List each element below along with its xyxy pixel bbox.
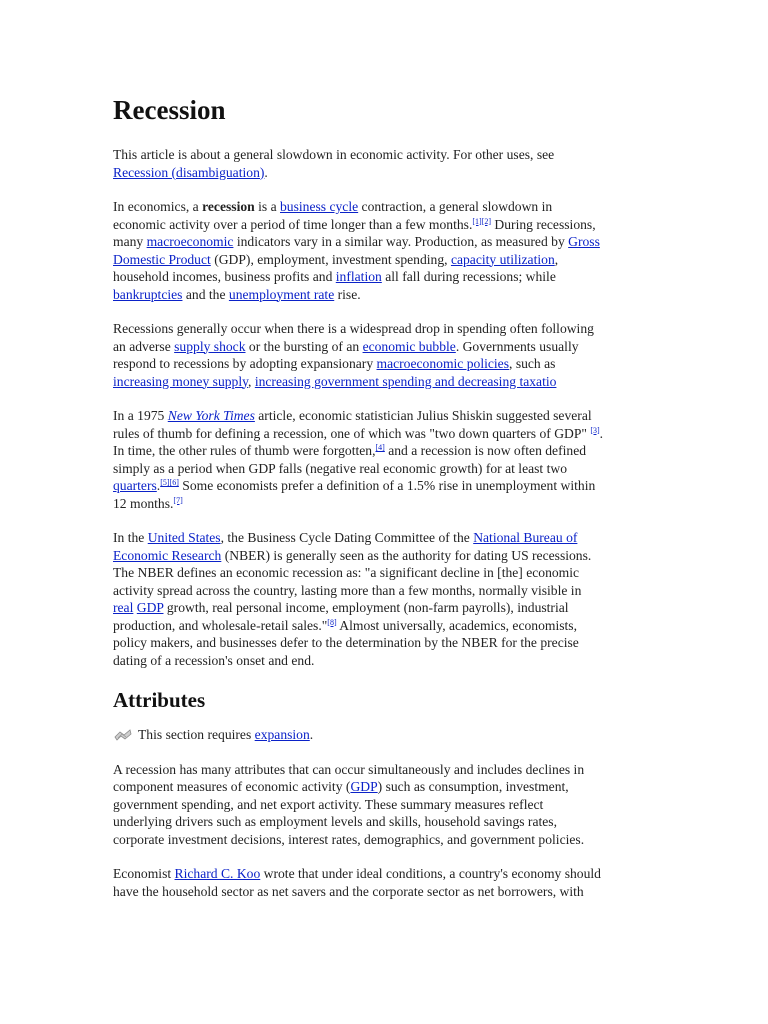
- paragraph-attributes: A recession has many attributes that can occur simultaneously and includes declines in component measures of economic activity (GDP) such as consumption, investment, government spending, and net export activity. These summary measures reflect underlying drivers such as employment levels and skills, household savings rates, corporate investment decisions, interest rates, demographics, and government policies.: [113, 761, 585, 847]
- paragraph-koo: Economist Richard C. Koo wrote that under ideal conditions, a country's economy should have the household sector as net savers and the corporate sector as net borrowers, with: [113, 866, 601, 899]
- link-inflation[interactable]: inflation: [335, 269, 382, 284]
- ref-4[interactable]: [4]: [375, 443, 385, 452]
- link-nber-2[interactable]: Economic Research: [113, 547, 222, 563]
- page-title: Recession: [113, 95, 226, 125]
- paragraph-definition: In economics, a recession is a business cycle contraction, a general slowdown in economic activity over a period of time longer than a few months.[1][2] During recessions, many macroeconomic indicators vary in a similar way. Production, as measured by Gross Domestic Product (GDP), employment, investment spending, capacity utilization, household incomes, business profits and inflation all fall during recessions; while bankruptcies and the unemployment rate rise.: [113, 199, 600, 302]
- paragraph-history: In a 1975 New York Times article, economic statistician Julius Shiskin suggested several rules of thumb for defining a recession, one of which was "two down quarters of GDP" [3]. In time, the other rules of thumb were forgotten,[4] and a recession is now often defined simply as a period when GDP falls (negative real economic growth) for at least two quarters.[5][6] Some economists prefer a definition of a 1.5% rise in unemployment within 12 months.[7]: [113, 408, 604, 511]
- link-economic-bubble[interactable]: economic bubble: [362, 338, 456, 354]
- section-heading-attributes: Attributes: [113, 688, 206, 712]
- link-increasing-money-supply[interactable]: increasing money supply: [113, 373, 249, 389]
- expansion-notice: This section requires expansion.: [113, 726, 658, 744]
- link-macroeconomic[interactable]: macroeconomic: [146, 234, 234, 249]
- ref-5[interactable]: [5]: [160, 478, 170, 487]
- ref-7[interactable]: [7]: [173, 495, 183, 505]
- link-nber-1[interactable]: National Bureau of: [473, 530, 578, 545]
- link-government-spending-taxation[interactable]: increasing government spending and decreasing taxatio: [254, 373, 557, 389]
- hatnote: This article is about a general slowdown in economic activity. For other uses, see Recession (disambiguation).: [113, 147, 555, 180]
- ref-6[interactable]: [6]: [169, 478, 179, 487]
- disambiguation-link[interactable]: Recession (disambiguation): [113, 164, 265, 180]
- link-bankruptcies[interactable]: bankruptcies: [113, 286, 183, 302]
- expansion-notice-icon: [113, 728, 133, 742]
- link-gdp[interactable]: GDP: [136, 600, 164, 615]
- link-unemployment-rate[interactable]: unemployment rate: [228, 286, 335, 302]
- link-supply-shock[interactable]: supply shock: [174, 338, 246, 354]
- link-new-york-times[interactable]: New York Times: [167, 408, 255, 423]
- article-content: [113, 96, 658, 917]
- ref-2[interactable]: [2]: [481, 216, 492, 226]
- link-quarters[interactable]: quarters: [113, 478, 157, 493]
- ref-1[interactable]: [1]: [472, 216, 482, 226]
- ref-3[interactable]: [3]: [590, 425, 600, 435]
- link-united-states[interactable]: United States: [147, 530, 221, 545]
- link-capacity-utilization[interactable]: capacity utilization: [450, 251, 555, 267]
- link-business-cycle[interactable]: business cycle: [280, 199, 359, 214]
- ref-8[interactable]: [8]: [327, 617, 337, 627]
- paragraph-causes: Recessions generally occur when there is a widespread drop in spending often following an adverse supply shock or the bursting of an economic bubble. Governments usually respond to recessions by adopting expansionary macroeconomic policies, such as increasing money supply, increasing government spending and decreasing taxatio: [113, 321, 594, 389]
- link-expansion[interactable]: expansion: [254, 727, 310, 742]
- link-real[interactable]: real: [113, 600, 134, 615]
- link-richard-c-koo[interactable]: Richard C. Koo: [174, 866, 261, 881]
- paragraph-nber: In the United States, the Business Cycle Dating Committee of the National Bureau of Economic Research (NBER) is generally seen as the authority for dating US recessions. The NBER defines an economic recession as: "a significant decline in [the] economic activity spread across the country, lasting more than a few months, normally visible in real GDP growth, real personal income, employment (non-farm payrolls), industrial production, and wholesale-retail sales."[8] Almost universally, academics, economists, policy makers, and businesses defer to the determination by the NBER for the precise dating of a recession's onset and end.: [113, 530, 592, 668]
- link-gross-domestic-product-1[interactable]: Gross: [568, 234, 600, 249]
- link-macroeconomic-policies[interactable]: macroeconomic policies: [376, 356, 510, 371]
- link-gross-domestic-product-2[interactable]: Domestic Product: [113, 251, 211, 267]
- link-gdp-attributes[interactable]: GDP: [350, 779, 378, 794]
